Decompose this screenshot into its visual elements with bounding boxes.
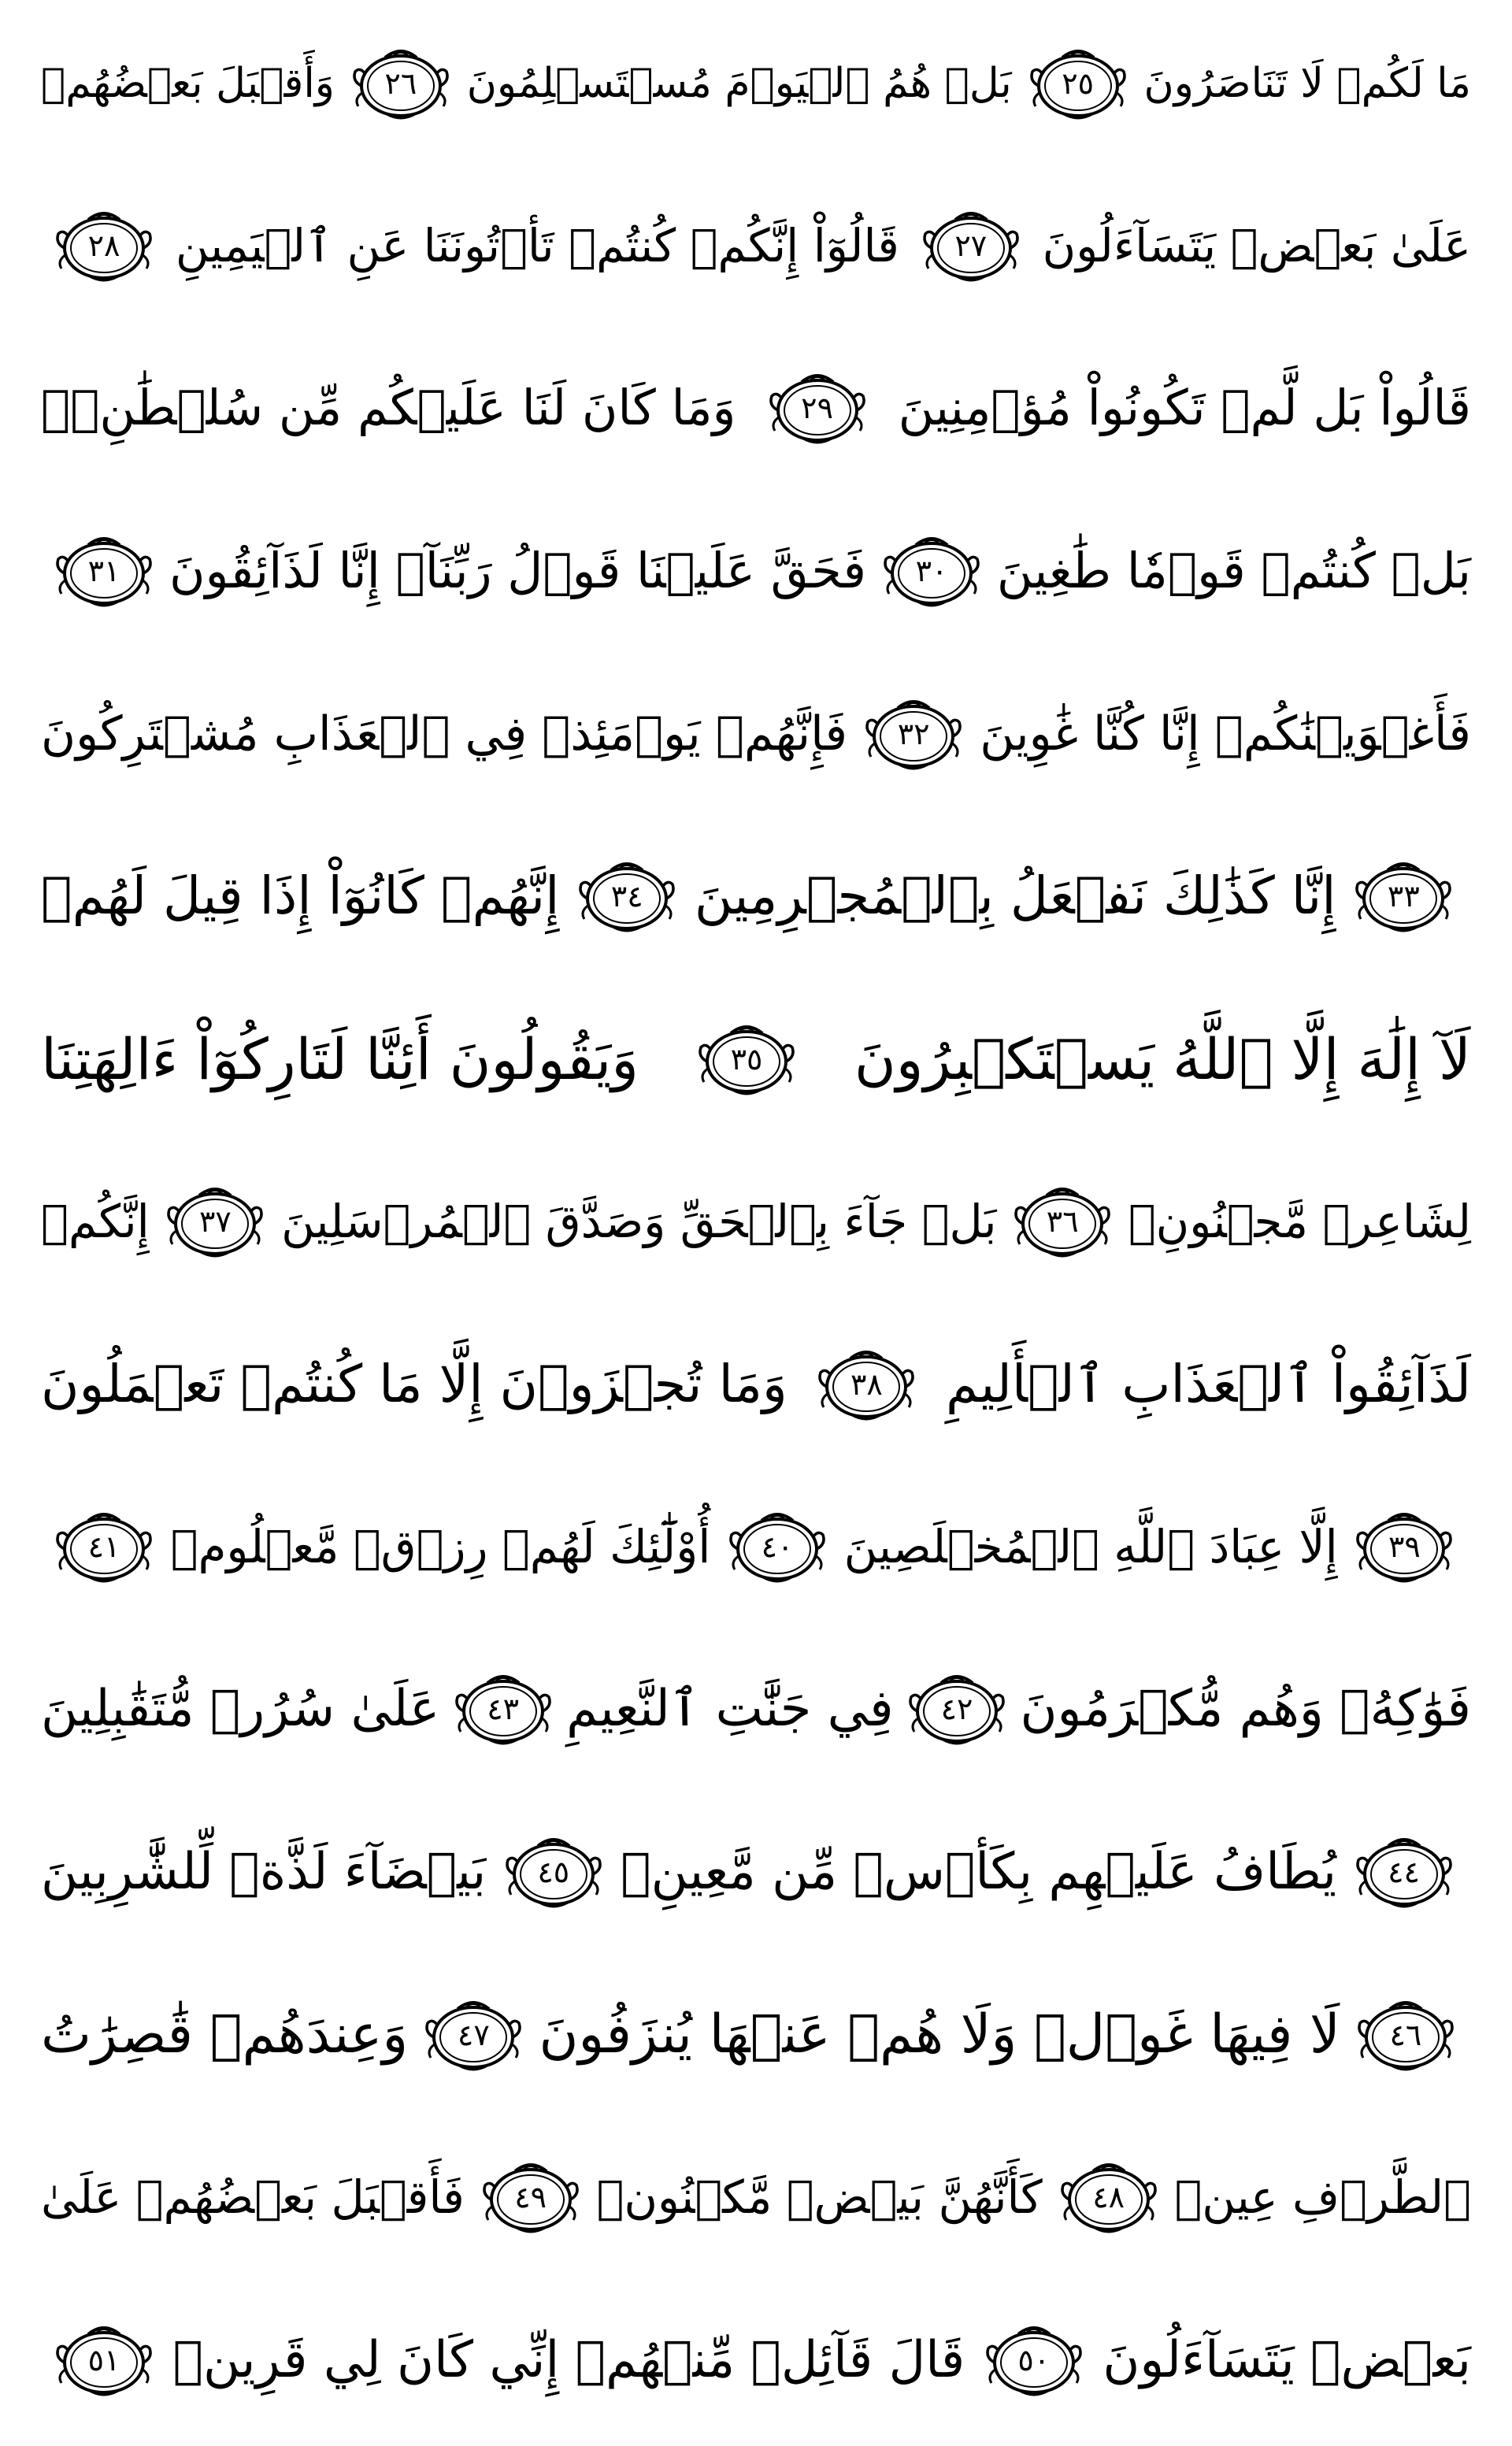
ayah-number-marker (451, 1672, 555, 1746)
ayah-number: ٣٥ (730, 1042, 763, 1077)
verse-line (41, 1632, 1471, 1786)
verse-text: عَلَىٰ سُرُرٖ مُّتَقَٰبِلِينَ (41, 1680, 440, 1738)
ayah-number-marker (1354, 1998, 1458, 2072)
ayah-number-marker (905, 1672, 1009, 1746)
ayah-number-marker (765, 371, 869, 445)
ayah-number: ٤٦ (1389, 2018, 1422, 2052)
ayah-number: ٤٧ (457, 2018, 490, 2052)
ayah-number-marker (52, 534, 156, 608)
verse-text: فِي جَنَّٰتِ ٱلنَّعِيمِ (566, 1680, 894, 1738)
ayah-number: ٣٢ (897, 717, 930, 751)
verse-line (41, 657, 1471, 811)
verse-text: يُطَافُ عَلَيۡهِم بِكَأۡسٖ مِّن مَّعِينِۭ (621, 1843, 1337, 1901)
verse-text: كَأَنَّهُنَّ بَيۡضٞ مَّكۡنُونٞ (596, 2170, 1043, 2224)
verse-line (41, 982, 1471, 1136)
ayah-number: ٤٤ (1388, 1855, 1420, 1889)
ayah-number-marker (52, 1510, 156, 1584)
verse-text: قَالُوٓاْ إِنَّكُمۡ كُنتُمۡ تَأۡتُونَنَا عَنِ ٱلۡيَمِينِ (175, 219, 899, 272)
ayah-number: ٤٣ (487, 1692, 520, 1726)
ayah-number-marker (1352, 1510, 1456, 1584)
verse-text: فَإِنَّهُمۡ يَوۡمَئِذٖ فِي ٱلۡعَذَابِ مُشۡتَرِكُونَ (41, 706, 848, 762)
ayah-number: ٢٧ (954, 228, 988, 263)
verse-text: ٱلطَّرۡفِ عِينٞ (1174, 2170, 1471, 2224)
verse-text: إِلَّا عِبَادَ ٱللَّهِ ٱلۡمُخۡلَصِينَ (843, 1520, 1338, 1573)
verse-text: وَمَا كَانَ لَنَا عَلَيۡكُم مِّن سُلۡطَٰنِۭۖ (41, 379, 736, 436)
verse-line (41, 494, 1471, 648)
ayah-number-marker (725, 1510, 829, 1584)
verse-line (41, 331, 1471, 485)
verse-text: بَيۡضَآءَ لَذَّةٖ لِّلشَّٰرِبِينَ (41, 1843, 487, 1901)
verse-line (41, 819, 1471, 973)
verse-line (41, 1144, 1471, 1299)
ayah-number-marker (479, 2160, 583, 2234)
ayah-number: ٣٩ (1388, 1529, 1421, 1564)
verse-text: لَآ إِلَٰهَ إِلَّا ٱللَّهُ يَسۡتَكۡبِرُونَ (854, 1026, 1471, 1092)
ayah-number: ٢٥ (1062, 66, 1095, 101)
verse-line (41, 1958, 1471, 2112)
ayah-number: ٣٦ (1046, 1204, 1079, 1239)
ayah-number-marker (1010, 1184, 1114, 1258)
verse-text: بَلۡ هُمُ ٱلۡيَوۡمَ مُسۡتَسۡلِمُونَ (466, 60, 1012, 107)
verse-line (41, 2120, 1471, 2274)
ayah-number: ٣٠ (915, 554, 948, 588)
verse-line (41, 1469, 1471, 1624)
verse-text: لَذَآئِقُواْ ٱلۡعَذَابِ ٱلۡأَلِيمِ (945, 1354, 1471, 1414)
verse-text: قَالَ قَآئِلٞ مِّنۡهُمۡ إِنِّي كَانَ لِي قَرِينٞ (172, 2331, 965, 2389)
verse-text: مَا لَكُمۡ لَا تَنَاصَرُونَ (1143, 60, 1471, 107)
ayah-number: ٥١ (87, 2343, 120, 2377)
ayah-number-marker (163, 1184, 267, 1258)
verse-text: بَلۡ كُنتُمۡ قَوۡمٗا طَٰغِينَ (996, 542, 1471, 599)
verse-text: أُوْلَٰٓئِكَ لَهُمۡ رِزۡقٞ مَّعۡلُومٞ (170, 1520, 711, 1573)
verse-line (41, 169, 1471, 323)
verse-text: لِشَاعِرٖ مَّجۡنُونِۭ (1128, 1195, 1471, 1248)
ayah-number-marker (1351, 859, 1455, 933)
ayah-number: ٣١ (87, 554, 120, 588)
ayah-number-marker (919, 209, 1023, 283)
ayah-number-marker (1352, 1835, 1456, 1909)
ayah-number: ٣٧ (199, 1204, 232, 1239)
ayah-number: ٢٨ (87, 228, 120, 263)
ayah-number-marker (862, 697, 965, 771)
ayah-number-marker (1057, 2160, 1161, 2234)
ayah-number-marker (502, 1835, 606, 1909)
verse-text: وَأَقۡبَلَ بَعۡضُهُمۡ (41, 60, 335, 107)
ayah-number-marker (1026, 46, 1130, 120)
ayah-number-marker (695, 1022, 799, 1096)
ayah-number-marker (814, 1347, 918, 1421)
verse-text: بَعۡضٖ يَتَسَآءَلُونَ (1102, 2331, 1471, 2389)
ayah-number-marker (421, 1998, 525, 2072)
verse-text: إِنَّا كَذَٰلِكَ نَفۡعَلُ بِٱلۡمُجۡرِمِينَ (694, 865, 1336, 926)
verse-line (41, 1307, 1471, 1462)
ayah-number: ٤٥ (537, 1855, 570, 1889)
verse-text: فَحَقَّ عَلَيۡنَا قَوۡلُ رَبِّنَآۖ إِنَّا لَذَآئِقُونَ (169, 542, 867, 599)
verse-line (41, 6, 1471, 161)
ayah-number-marker (52, 209, 156, 283)
ayah-number-marker (52, 2323, 156, 2397)
ayah-number: ٤٠ (761, 1529, 794, 1564)
verse-text: فَوَٰكِهُۖ وَهُم مُّكۡرَمُونَ (1020, 1680, 1471, 1738)
verse-line (41, 2283, 1471, 2437)
ayah-number: ٣٤ (610, 879, 643, 914)
verse-text: إِنَّكُمۡ (41, 1195, 150, 1248)
verse-text: فَأَقۡبَلَ بَعۡضُهُمۡ عَلَىٰ (41, 2170, 465, 2224)
ayah-number-marker (880, 534, 984, 608)
verse-text: وَمَا تُجۡزَوۡنَ إِلَّا مَا كُنتُمۡ تَعۡمَلُونَ (41, 1354, 788, 1414)
ayah-number: ٤١ (87, 1529, 120, 1564)
verse-text: وَعِندَهُمۡ قَٰصِرَٰتُ (41, 2003, 409, 2066)
ayah-number: ٣٣ (1387, 879, 1420, 914)
ayah-number-marker (575, 859, 679, 933)
verse-text: إِنَّهُمۡ كَانُوٓاْ إِذَا قِيلَ لَهُمۡ (41, 865, 560, 926)
verse-text: عَلَىٰ بَعۡضٖ يَتَسَآءَلُونَ (1042, 219, 1471, 272)
verse-text: وَيَقُولُونَ أَئِنَّا لَتَارِكُوٓاْ ءَالِهَتِنَا (41, 1026, 639, 1092)
verse-text: قَالُواْ بَل لَّمۡ تَكُونُواْ مُؤۡمِنِينَ (898, 379, 1471, 436)
ayah-number: ٢٦ (384, 66, 417, 101)
ayah-number: ٢٩ (801, 391, 833, 425)
ayah-number: ٤٨ (1092, 2180, 1125, 2214)
ayah-number: ٤٢ (940, 1692, 973, 1726)
ayah-number: ٣٨ (850, 1367, 883, 1402)
ayah-number: ٤٩ (514, 2180, 547, 2214)
verse-text: لَا فِيهَا غَوۡلٞ وَلَا هُمۡ عَنۡهَا يُنزَفُونَ (539, 2003, 1340, 2066)
verse-text: فَأَغۡوَيۡنَٰكُمۡ إِنَّا كُنَّا غَٰوِينَ (980, 706, 1471, 762)
verse-text: بَلۡ جَآءَ بِٱلۡحَقِّ وَصَدَّقَ ٱلۡمُرۡسَلِينَ (281, 1195, 997, 1248)
verse-line (41, 1795, 1471, 1949)
ayah-number: ٥٠ (1017, 2343, 1051, 2377)
ayah-number-marker (349, 46, 453, 120)
ayah-number-marker (982, 2323, 1086, 2397)
